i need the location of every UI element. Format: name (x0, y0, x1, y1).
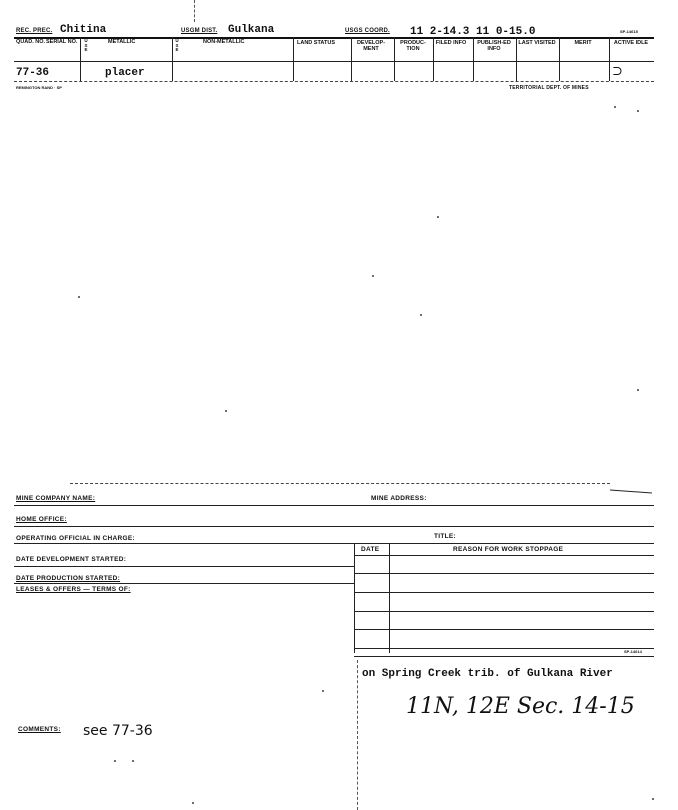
speck (637, 389, 639, 391)
usgm-dist-value: Gulkana (228, 24, 275, 36)
stoppage-bottom-rule (354, 656, 654, 657)
col-divider (80, 37, 81, 81)
speck (132, 760, 134, 762)
col-active-idle: ACTIVE IDLE (613, 40, 649, 46)
territorial-dept: TERRITORIAL DEPT. OF MINES (509, 85, 589, 91)
fold-line (357, 660, 358, 810)
comments-label: COMMENTS: (18, 726, 61, 733)
stoppage-left-border (354, 543, 355, 653)
dev-started-rule (14, 566, 354, 567)
speck (192, 802, 194, 804)
speck (322, 690, 324, 692)
speck (637, 110, 639, 112)
col-divider (293, 37, 294, 81)
dev-started-label: DATE DEVELOPMENT STARTED: (16, 556, 127, 563)
speck (614, 106, 616, 108)
col-last-visited: LAST VISITED (518, 40, 556, 46)
stoppage-row-rule (354, 573, 654, 574)
coord-label: USGS COORD. (345, 28, 390, 34)
home-office-rule (14, 526, 654, 527)
col-development: DEVELOP-MENT (356, 40, 386, 52)
handwritten-location: 11N, 12E Sec. 14-15 (406, 694, 635, 719)
col-divider (433, 37, 434, 81)
reason-col-header: REASON FOR WORK STOPPAGE (453, 546, 564, 553)
column-header-rule (14, 61, 654, 62)
speck (372, 275, 374, 277)
comments-value: see 77-36 (83, 723, 153, 739)
col-published-info: PUBLISH-ED INFO (477, 40, 511, 52)
card-curl (610, 490, 652, 494)
speck (437, 216, 439, 218)
active-idle-mark: ⊃ (612, 64, 623, 79)
mine-company-rule (14, 505, 654, 506)
record-row-rule (14, 81, 654, 82)
fold-marker (194, 0, 195, 22)
col-divider (516, 37, 517, 81)
coord-value: 11 2-14.3 11 0-15.0 (410, 26, 536, 38)
col-divider (473, 37, 474, 81)
speck (652, 798, 654, 800)
col-production: PRODUC-TION (400, 40, 426, 52)
date-col-header: DATE (361, 546, 380, 553)
card-top-edge (70, 483, 610, 484)
stoppage-row-rule (354, 648, 654, 649)
col-non-metallic: NON-METALLIC (203, 39, 245, 45)
metallic-value: placer (105, 67, 145, 79)
mine-company-label: MINE COMPANY NAME: (16, 495, 96, 502)
leases-label: LEASES & OFFERS — TERMS OF: (16, 586, 131, 593)
speck (420, 314, 422, 316)
printer-imprint: REMINGTON RAND · SP (16, 85, 62, 90)
prod-started-label: DATE PRODUCTION STARTED: (16, 575, 121, 582)
col-merit: MERIT (574, 40, 592, 46)
col-serial-no: SERIAL NO. (46, 39, 78, 45)
form-code-back: SP-14614 (624, 649, 642, 654)
col-divider (351, 37, 352, 81)
operating-official-rule (14, 543, 654, 544)
stoppage-date-divider (389, 543, 390, 653)
stoppage-row-rule (354, 592, 654, 593)
col-filed-info: FILED INFO (435, 40, 467, 46)
rec-prec-label: REC. PREC. (16, 28, 53, 34)
usgm-dist-label: USGM DIST. (181, 28, 218, 34)
col-divider (609, 37, 610, 81)
operating-official-label: OPERATING OFFICIAL IN CHARGE: (16, 535, 135, 542)
col-use-metallic: U S E (84, 38, 88, 53)
col-divider (559, 37, 560, 81)
mine-address-label: MINE ADDRESS: (371, 495, 427, 502)
stoppage-header-rule (354, 555, 654, 556)
col-use-nonmetallic: U S E (175, 38, 179, 53)
quad-serial-value: 77-36 (16, 67, 50, 79)
col-divider (394, 37, 395, 81)
col-land-status: LAND STATUS (297, 40, 335, 46)
prod-started-rule (14, 583, 354, 584)
speck (225, 410, 227, 412)
location-note: on Spring Creek trib. of Gulkana River (362, 668, 613, 680)
speck (78, 296, 80, 298)
stoppage-row-rule (354, 611, 654, 612)
rec-prec-value: Chitina (60, 24, 107, 36)
col-metallic: METALLIC (108, 39, 136, 45)
col-quad-no: QUAD. NO. (16, 39, 46, 45)
title-label: TITLE: (434, 533, 457, 540)
stoppage-row-rule (354, 629, 654, 630)
form-code-front: SP-14615 (620, 29, 638, 34)
home-office-label: HOME OFFICE: (16, 516, 67, 523)
speck (114, 760, 116, 762)
col-divider (172, 37, 173, 81)
